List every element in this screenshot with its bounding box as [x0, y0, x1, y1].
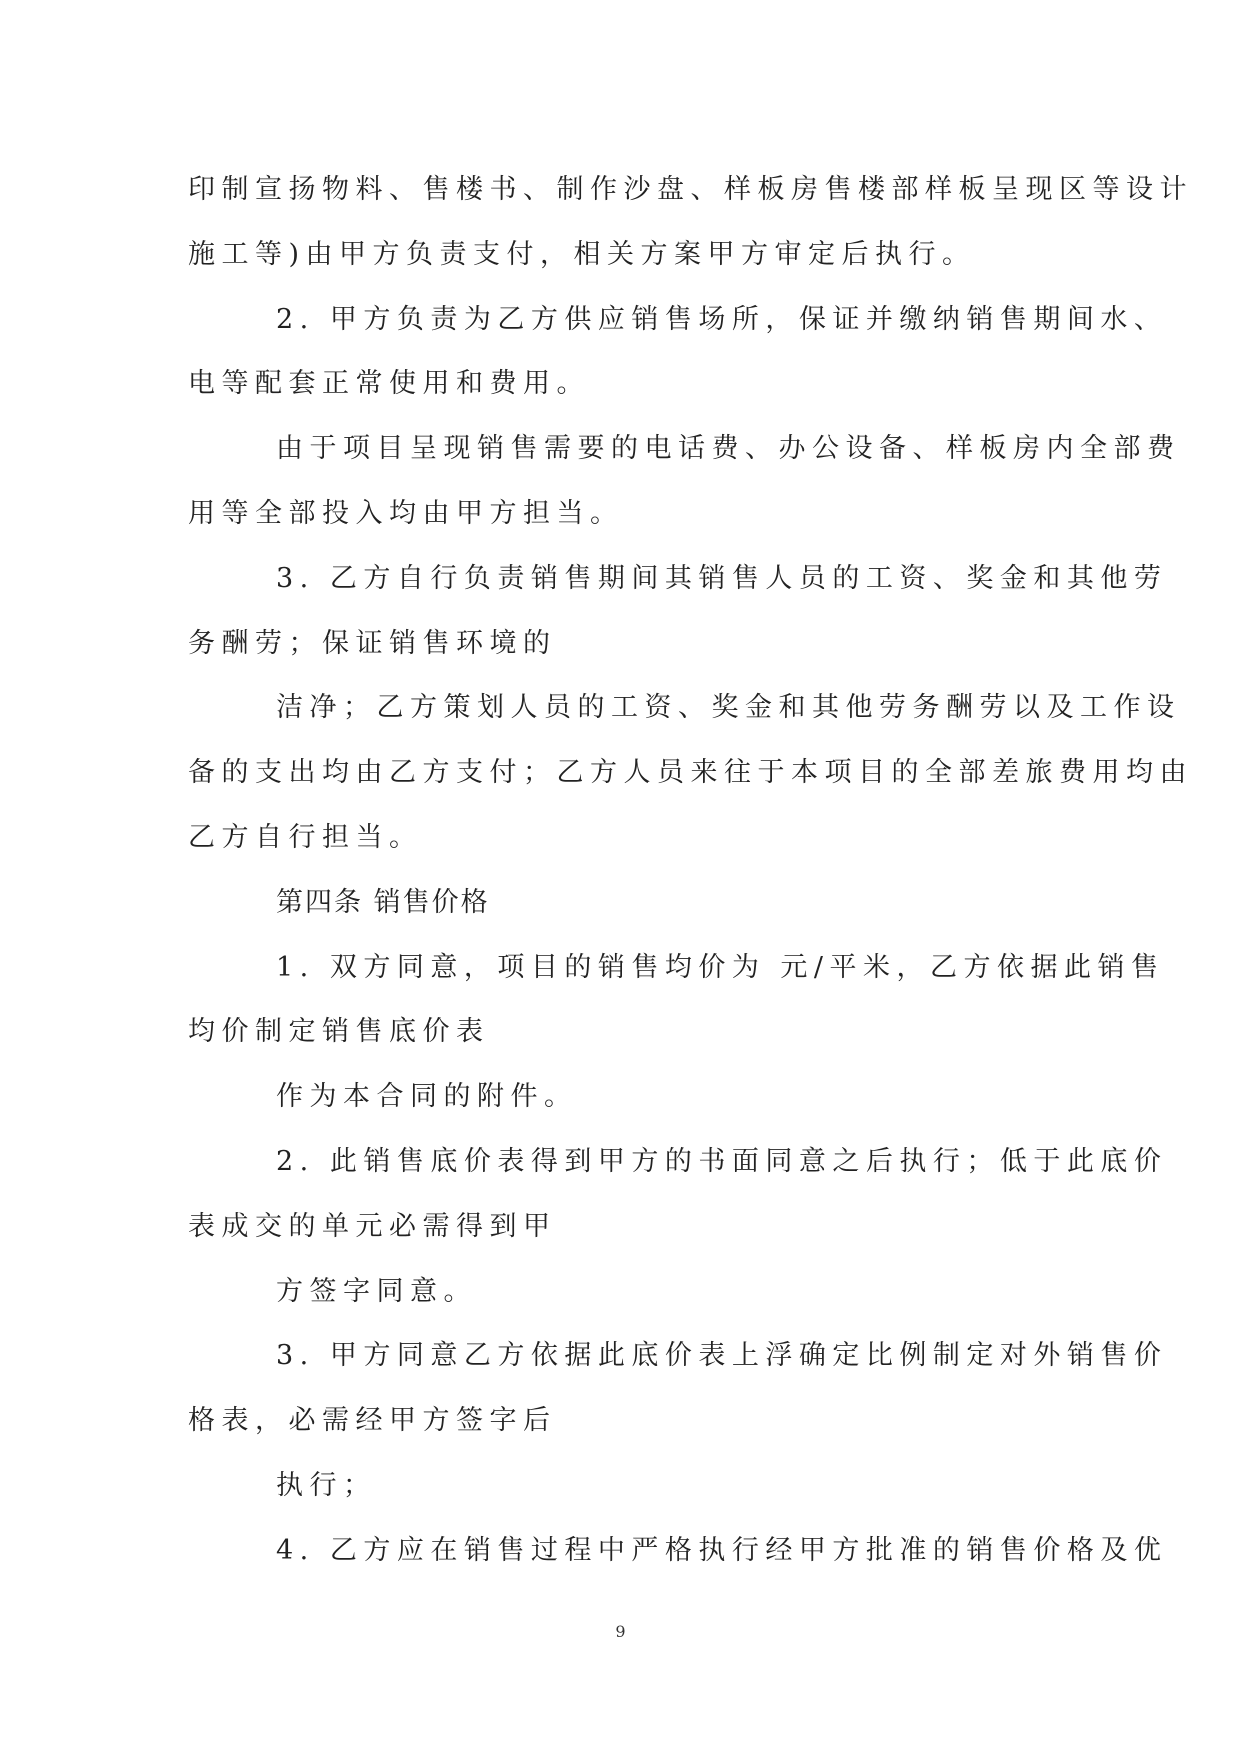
text-line: 表成交的单元必需得到甲: [188, 1210, 557, 1242]
text-line: 2. 此销售底价表得到甲方的书面同意之后执行；低于此底价: [276, 1145, 1168, 1177]
text-line: 务酬劳；保证销售环境的: [188, 627, 557, 659]
text-line: 备的支出均由乙方支付；乙方人员来往于本项目的全部差旅费用均由: [188, 757, 1193, 789]
text-line: 3. 乙方自行负责销售期间其销售人员的工资、奖金和其他劳: [276, 562, 1168, 594]
text-line: 用等全部投入均由甲方担当。: [188, 497, 624, 529]
text-line: 施工等)由甲方负责支付，相关方案甲方审定后执行。: [188, 238, 976, 270]
text-line: 2. 甲方负责为乙方供应销售场所，保证并缴纳销售期间水、: [276, 303, 1168, 335]
text-line: 洁净；乙方策划人员的工资、奖金和其他劳务酬劳以及工作设: [276, 692, 1181, 724]
text-line: 乙方自行担当。: [188, 821, 423, 853]
document-body: [188, 158, 1193, 1584]
page-number: 9: [615, 1622, 626, 1641]
text-line: 执行；: [276, 1469, 377, 1501]
text-line: 电等配套正常使用和费用。: [188, 368, 590, 400]
text-line: 1. 双方同意，项目的销售均价为 元/平米，乙方依据此销售: [276, 951, 1165, 983]
text-line: 作为本合同的附件。: [276, 1081, 578, 1113]
text-line: 4. 乙方应在销售过程中严格执行经甲方批准的销售价格及优: [276, 1534, 1168, 1566]
text-line: 印制宣扬物料、售楼书、制作沙盘、样板房售楼部样板呈现区等设计: [188, 174, 1193, 205]
text-line: 均价制定销售底价表: [188, 1016, 490, 1048]
text-line: 格表，必需经甲方签字后: [188, 1405, 557, 1437]
section-heading: 第四条 销售价格: [276, 886, 490, 918]
text-line: 方签字同意。: [276, 1275, 477, 1307]
text-line: 由于项目呈现销售需要的电话费、办公设备、样板房内全部费: [276, 433, 1181, 465]
text-line: 3. 甲方同意乙方依据此底价表上浮确定比例制定对外销售价: [276, 1340, 1168, 1372]
